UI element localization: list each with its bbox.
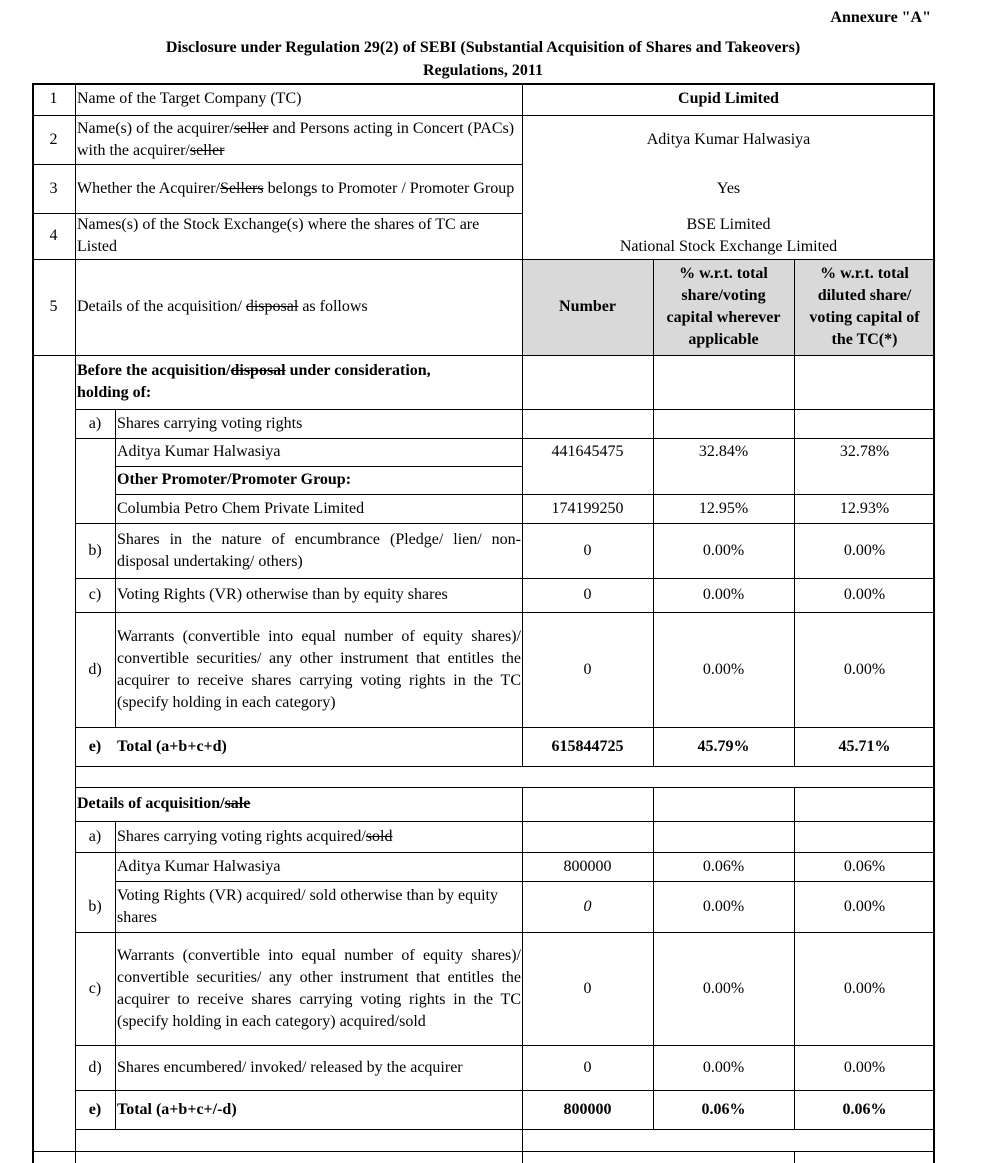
row-4-label: Names(s) of the Stock Exchange(s) where the shares of TC are Listed (77, 216, 480, 255)
other-promoter-group-heading: Other Promoter/Promoter Group: (117, 471, 352, 488)
before-columbia-name: Columbia Petro Chem Private Limited (117, 499, 365, 517)
acq-d-diluted: 0.00% (843, 1058, 886, 1076)
promoter-status-value: Yes (716, 179, 741, 197)
acq-e-diluted: 0.06% (842, 1100, 887, 1118)
before-c-text: Voting Rights (VR) otherwise than by equity shares (117, 586, 448, 603)
before-aditya-diluted: 32.78% (839, 443, 890, 460)
row-2-number: 2 (49, 130, 58, 148)
before-c-diluted: 0.00% (843, 586, 886, 603)
acq-d-number: 0 (583, 1058, 592, 1076)
acq-aditya-diluted: 0.06% (843, 857, 886, 875)
before-e-number: 615844725 (551, 737, 624, 755)
before-c-pct: 0.00% (702, 586, 745, 603)
acq-aditya-number: 800000 (563, 857, 612, 875)
acq-d-label: d) (88, 1058, 102, 1076)
acq-c-pct: 0.00% (702, 979, 745, 997)
before-b-text: Shares in the nature of encumbrance (Pledge/ lien/ non-disposal undertaking/ others) (117, 530, 521, 570)
acq-e-label: e) (88, 1100, 102, 1118)
acq-c-label: c) (88, 979, 102, 997)
before-aditya-number: 441645475 (551, 443, 624, 460)
annexure-label: Annexure "A" (830, 9, 931, 26)
before-b-label: b) (88, 541, 102, 559)
before-e-diluted: 45.71% (838, 737, 891, 755)
acq-aditya-name: Aditya Kumar Halwasiya (117, 857, 281, 875)
before-columbia-pct: 12.95% (698, 499, 749, 517)
acq-d-pct: 0.00% (702, 1058, 745, 1076)
acq-d-text: Shares encumbered/ invoked/ released by the acquirer (117, 1058, 463, 1076)
row-4-number: 4 (49, 227, 58, 244)
row-3-number: 3 (49, 179, 58, 197)
exchange-bse: BSE Limited (686, 216, 771, 233)
acq-e-pct: 0.06% (701, 1100, 746, 1118)
before-a-label: a) (88, 414, 102, 432)
before-c-label: c) (88, 586, 102, 603)
before-d-text: Warrants (convertible into equal number of equity shares)/ convertible securities/ any other instrument that entitles the acquirer to receive shares carrying voting rights in the TC (specify holding in each category) (117, 627, 521, 711)
acq-b-diluted: 0.00% (843, 897, 886, 915)
before-aditya-name: Aditya Kumar Halwasiya (117, 443, 281, 460)
before-b-pct: 0.00% (702, 541, 745, 559)
before-columbia-diluted: 12.93% (839, 499, 890, 517)
row-5-label: Details of the acquisition/ disposal as follows (77, 298, 368, 315)
before-b-diluted: 0.00% (843, 541, 886, 559)
acquisition-details-heading: Details of acquisition/sale (77, 795, 251, 812)
header-number: Number (559, 298, 616, 315)
acq-a-label: a) (88, 827, 102, 845)
acq-b-number: 0 (583, 897, 592, 915)
header-pct-total: % w.r.t. total share/voting capital wherever applicable (666, 265, 781, 348)
acq-e-text: Total (a+b+c+/-d) (117, 1100, 237, 1118)
acq-aditya-pct: 0.06% (702, 857, 745, 875)
row-1-label: Name of the Target Company (TC) (77, 90, 302, 107)
acq-c-number: 0 (583, 979, 592, 997)
before-d-number: 0 (583, 660, 592, 678)
before-b-number: 0 (583, 541, 592, 559)
acq-b-text: Voting Rights (VR) acquired/ sold otherwise than by equity shares (117, 886, 498, 926)
disclosure-table (32, 83, 935, 1163)
before-aditya-pct: 32.84% (698, 443, 749, 460)
stock-exchanges-value (522, 213, 935, 259)
acq-c-text: Warrants (convertible into equal number of equity shares)/ convertible securities/ any other instrument that entitles the acquirer to receive shares carrying voting rights in the TC (specify holding in each category) acquired/sold (117, 946, 521, 1030)
before-c-number: 0 (583, 586, 592, 603)
acq-e-number: 800000 (563, 1100, 612, 1118)
acquirer-name-value: Aditya Kumar Halwasiya (646, 130, 811, 148)
before-e-pct: 45.79% (697, 737, 750, 755)
header-pct-diluted: % w.r.t. total diluted share/ voting capital of the TC(*) (809, 265, 920, 348)
exchange-nse: National Stock Exchange Limited (619, 238, 838, 255)
row-2-label: Name(s) of the acquirer/seller and Persons acting in Concert (PACs) with the acquirer/seller (77, 119, 515, 159)
title-line-1: Disclosure under Regulation 29(2) of SEBI (Substantial Acquisition of Shares and Takeovers) (165, 39, 801, 56)
before-d-label: d) (88, 660, 102, 678)
title-line-2: Regulations, 2011 (422, 62, 543, 79)
before-e-text: Total (a+b+c+d) (117, 737, 227, 755)
before-a-text: Shares carrying voting rights (117, 414, 303, 432)
before-acquisition-heading: Before the acquisition/disposal under consideration, holding of: (77, 362, 431, 401)
row-5-number: 5 (49, 298, 58, 315)
row-3-label: Whether the Acquirer/Sellers belongs to Promoter / Promoter Group (77, 179, 515, 197)
target-company-value: Cupid Limited (678, 90, 779, 107)
before-e-label: e) (88, 737, 102, 755)
before-d-pct: 0.00% (702, 660, 745, 678)
before-d-diluted: 0.00% (843, 660, 886, 678)
document-title (0, 36, 966, 82)
acq-c-diluted: 0.00% (843, 979, 886, 997)
acq-b-label: b) (88, 897, 102, 915)
acq-a-text: Shares carrying voting rights acquired/sold (117, 827, 393, 845)
before-columbia-number: 174199250 (551, 499, 624, 517)
row-1-number: 1 (49, 90, 58, 107)
acq-b-pct: 0.00% (702, 897, 745, 915)
